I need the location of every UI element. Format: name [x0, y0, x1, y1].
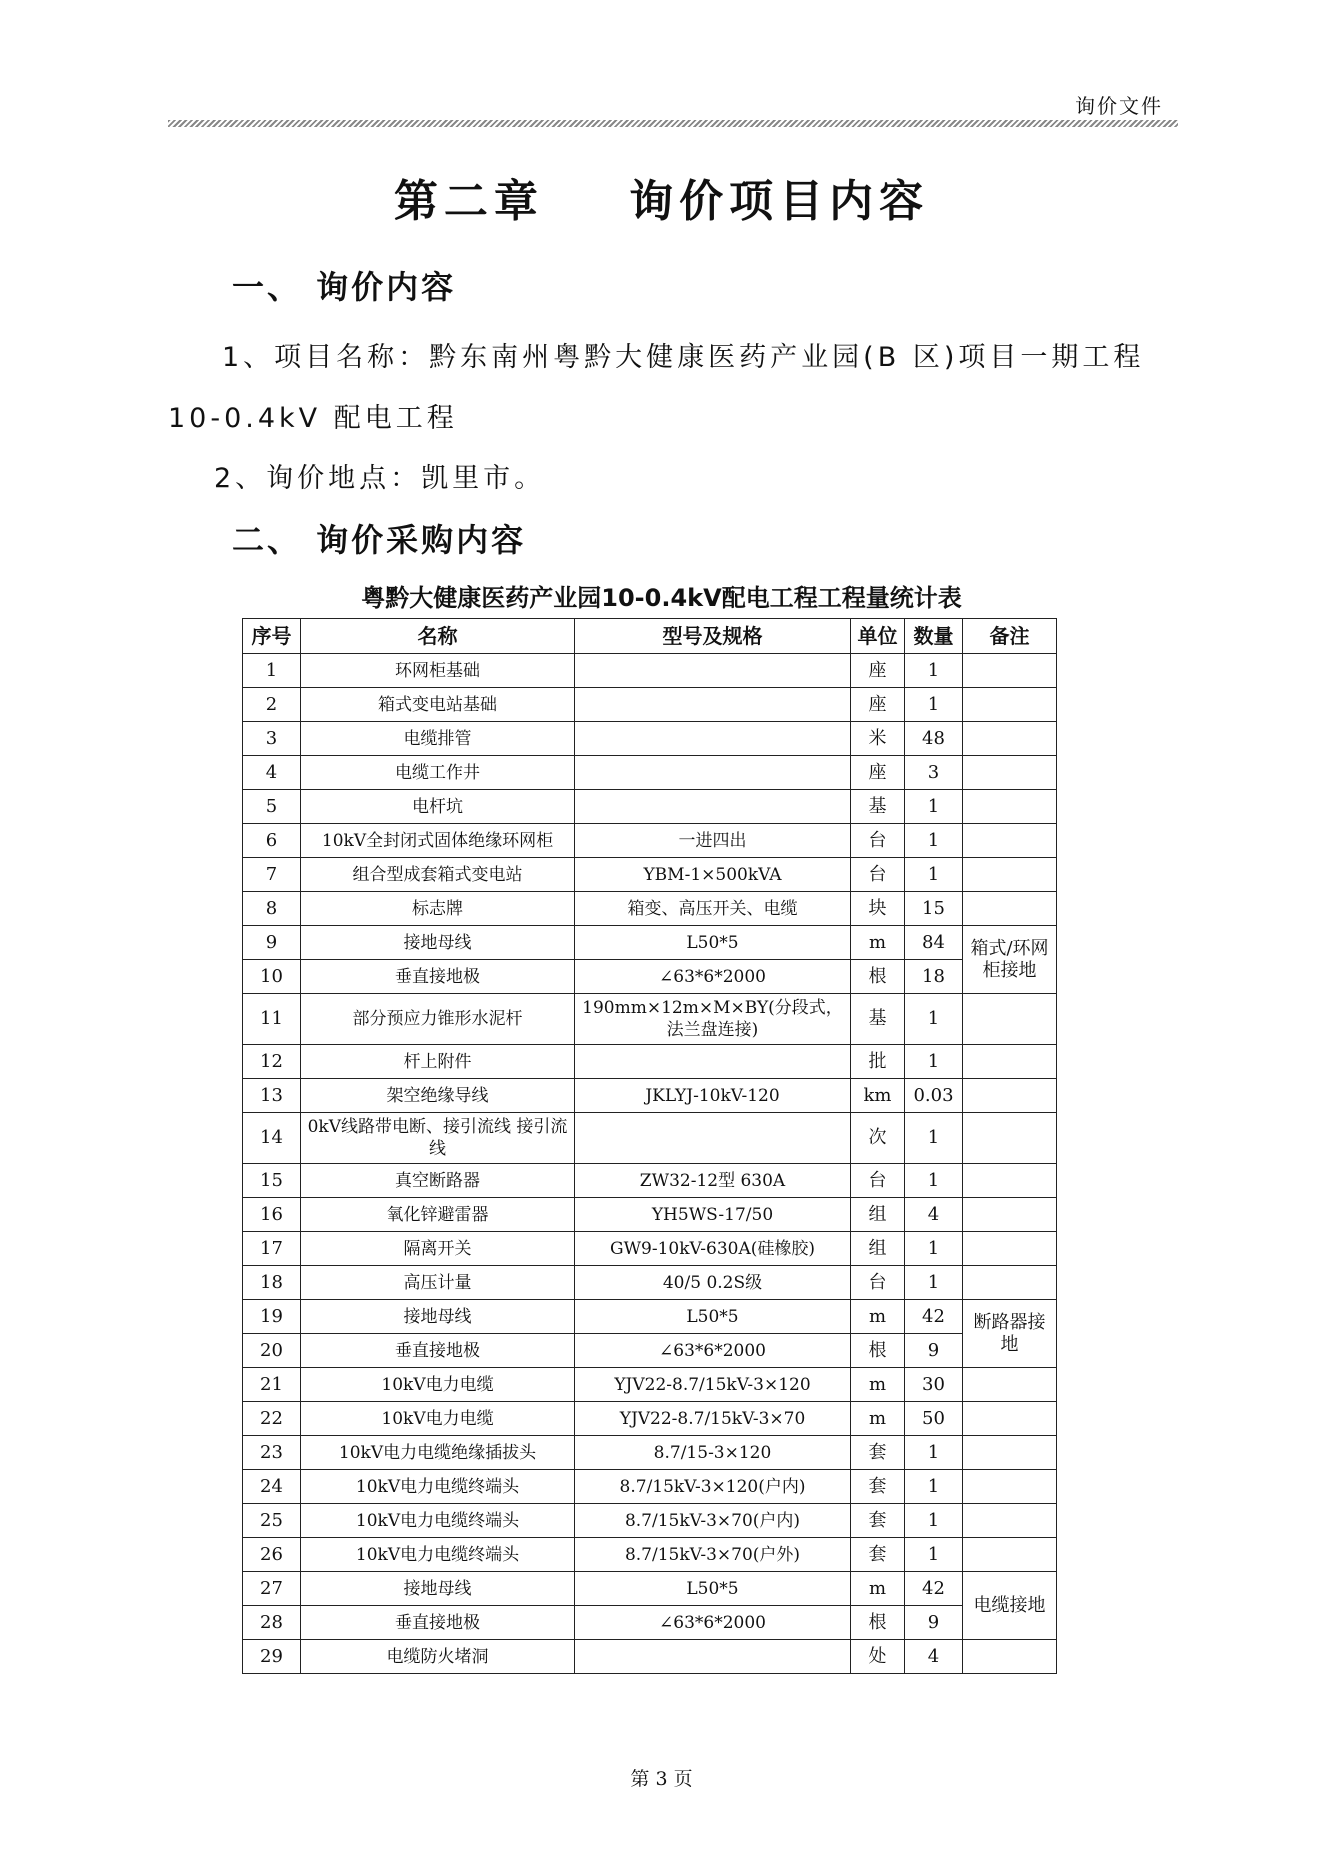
item-quantity: 1 — [905, 824, 963, 858]
header-spec: 型号及规格 — [575, 619, 851, 654]
item-name: 10kV全封闭式固体绝缘环网柜 — [301, 824, 575, 858]
table-row — [243, 756, 1057, 790]
item-remark — [963, 1402, 1057, 1436]
item-remark — [963, 858, 1057, 892]
item-unit: m — [851, 1368, 905, 1402]
item-quantity: 1 — [905, 1113, 963, 1164]
item-remark — [963, 1164, 1057, 1198]
item-spec — [575, 688, 851, 722]
item-spec: 8.7/15kV-3×70(户外) — [575, 1538, 851, 1572]
item-spec — [575, 790, 851, 824]
row-index: 26 — [243, 1538, 301, 1572]
item-unit: m — [851, 926, 905, 960]
table-body — [243, 654, 1057, 1674]
item-name: 10kV电力电缆终端头 — [301, 1538, 575, 1572]
item-quantity: 48 — [905, 722, 963, 756]
item-unit: 台 — [851, 858, 905, 892]
item-unit: 套 — [851, 1470, 905, 1504]
item-name: 垂直接地极 — [301, 960, 575, 994]
item-name: 真空断路器 — [301, 1164, 575, 1198]
item-unit: 座 — [851, 654, 905, 688]
row-index: 2 — [243, 688, 301, 722]
item-remark — [963, 1045, 1057, 1079]
item-spec — [575, 1113, 851, 1164]
row-index: 13 — [243, 1079, 301, 1113]
item-name: 10kV电力电缆终端头 — [301, 1470, 575, 1504]
item-quantity: 18 — [905, 960, 963, 994]
item-name: 接地母线 — [301, 926, 575, 960]
row-index: 4 — [243, 756, 301, 790]
item-spec: 40/5 0.2S级 — [575, 1266, 851, 1300]
table-row — [243, 994, 1057, 1045]
item-spec — [575, 1640, 851, 1674]
item-spec: L50*5 — [575, 1300, 851, 1334]
item-spec: YBM-1×500kVA — [575, 858, 851, 892]
item-unit: 台 — [851, 824, 905, 858]
item-name: 高压计量 — [301, 1266, 575, 1300]
row-index: 11 — [243, 994, 301, 1045]
table-row — [243, 1368, 1057, 1402]
row-index: 28 — [243, 1606, 301, 1640]
item-spec: ∠63*6*2000 — [575, 1606, 851, 1640]
item-remark — [963, 1232, 1057, 1266]
item-remark — [963, 756, 1057, 790]
item-unit: 基 — [851, 790, 905, 824]
row-index: 15 — [243, 1164, 301, 1198]
item-quantity: 1 — [905, 1266, 963, 1300]
item-spec — [575, 756, 851, 790]
row-index: 23 — [243, 1436, 301, 1470]
table-row — [243, 1198, 1057, 1232]
item-quantity: 3 — [905, 756, 963, 790]
item-spec: 8.7/15-3×120 — [575, 1436, 851, 1470]
item-quantity: 1 — [905, 654, 963, 688]
item-name: 组合型成套箱式变电站 — [301, 858, 575, 892]
item-quantity: 0.03 — [905, 1079, 963, 1113]
table-row — [243, 858, 1057, 892]
item-spec: ∠63*6*2000 — [575, 960, 851, 994]
item-quantity: 1 — [905, 1045, 963, 1079]
item-remark — [963, 1436, 1057, 1470]
table-row — [243, 1079, 1057, 1113]
table-header-row — [243, 619, 1057, 654]
item-name: 接地母线 — [301, 1300, 575, 1334]
item-quantity: 15 — [905, 892, 963, 926]
table-row — [243, 892, 1057, 926]
row-index: 29 — [243, 1640, 301, 1674]
item-remark — [963, 1198, 1057, 1232]
item-unit: 处 — [851, 1640, 905, 1674]
header-unit: 单位 — [851, 619, 905, 654]
item-unit: m — [851, 1300, 905, 1334]
table-row — [243, 1113, 1057, 1164]
header-name: 名称 — [301, 619, 575, 654]
row-index: 14 — [243, 1113, 301, 1164]
item-name: 氧化锌避雷器 — [301, 1198, 575, 1232]
item-remark — [963, 892, 1057, 926]
item-quantity: 42 — [905, 1572, 963, 1606]
item-spec: YJV22-8.7/15kV-3×120 — [575, 1368, 851, 1402]
table-row — [243, 1232, 1057, 1266]
row-index: 22 — [243, 1402, 301, 1436]
table-row — [243, 1640, 1057, 1674]
section-heading-procurement-content: 二、 询价采购内容 — [232, 521, 527, 559]
row-index: 19 — [243, 1300, 301, 1334]
item-remark — [963, 722, 1057, 756]
item-remark — [963, 994, 1057, 1045]
item-unit: 块 — [851, 892, 905, 926]
item-spec: ZW32-12型 630A — [575, 1164, 851, 1198]
table-row — [243, 1606, 1057, 1640]
item-unit: 根 — [851, 960, 905, 994]
table-row — [243, 1470, 1057, 1504]
item-remark — [963, 654, 1057, 688]
table-row — [243, 1504, 1057, 1538]
item-name: 10kV电力电缆终端头 — [301, 1504, 575, 1538]
item-remark — [963, 824, 1057, 858]
item-spec — [575, 1045, 851, 1079]
item-name: 垂直接地极 — [301, 1334, 575, 1368]
table-row — [243, 1045, 1057, 1079]
quantity-table — [242, 618, 1057, 1674]
item-name: 环网柜基础 — [301, 654, 575, 688]
item-spec: 8.7/15kV-3×70(户内) — [575, 1504, 851, 1538]
quantity-table-container — [242, 618, 1056, 1674]
table-row — [243, 688, 1057, 722]
row-index: 9 — [243, 926, 301, 960]
item-remark — [963, 1113, 1057, 1164]
row-index: 1 — [243, 654, 301, 688]
item-quantity: 1 — [905, 1232, 963, 1266]
table-row — [243, 722, 1057, 756]
item-unit: 基 — [851, 994, 905, 1045]
item-remark — [963, 1538, 1057, 1572]
item-unit: 组 — [851, 1232, 905, 1266]
item-unit: 组 — [851, 1198, 905, 1232]
project-name-line: 1、项目名称：黔东南州粤黔大健康医药产业园(B 区)项目一期工程 — [222, 342, 1145, 373]
table-row — [243, 654, 1057, 688]
item-quantity: 9 — [905, 1606, 963, 1640]
item-quantity: 42 — [905, 1300, 963, 1334]
item-unit: 台 — [851, 1266, 905, 1300]
item-name: 接地母线 — [301, 1572, 575, 1606]
table-row — [243, 1402, 1057, 1436]
item-quantity: 30 — [905, 1368, 963, 1402]
item-unit: 台 — [851, 1164, 905, 1198]
item-name: 垂直接地极 — [301, 1606, 575, 1640]
item-unit: 根 — [851, 1606, 905, 1640]
row-index: 18 — [243, 1266, 301, 1300]
row-index: 16 — [243, 1198, 301, 1232]
item-unit: 座 — [851, 756, 905, 790]
row-index: 20 — [243, 1334, 301, 1368]
item-quantity: 50 — [905, 1402, 963, 1436]
item-name: 10kV电力电缆 — [301, 1402, 575, 1436]
item-spec: ∠63*6*2000 — [575, 1334, 851, 1368]
document-header-label: 询价文件 — [1075, 94, 1163, 118]
table-row — [243, 960, 1057, 994]
item-name: 10kV电力电缆绝缘插拔头 — [301, 1436, 575, 1470]
project-name-continued: 10-0.4kV 配电工程 — [168, 403, 458, 434]
table-row — [243, 1334, 1057, 1368]
item-quantity: 1 — [905, 1164, 963, 1198]
row-index: 10 — [243, 960, 301, 994]
item-unit: 根 — [851, 1334, 905, 1368]
item-unit: m — [851, 1572, 905, 1606]
item-spec: 一进四出 — [575, 824, 851, 858]
row-index: 8 — [243, 892, 301, 926]
item-unit: 次 — [851, 1113, 905, 1164]
table-row — [243, 1164, 1057, 1198]
row-index: 17 — [243, 1232, 301, 1266]
item-quantity: 1 — [905, 688, 963, 722]
item-quantity: 1 — [905, 1470, 963, 1504]
item-remark — [963, 1470, 1057, 1504]
item-quantity: 84 — [905, 926, 963, 960]
item-unit: m — [851, 1402, 905, 1436]
table-row — [243, 1266, 1057, 1300]
item-spec: L50*5 — [575, 1572, 851, 1606]
item-remark — [963, 688, 1057, 722]
item-quantity: 1 — [905, 790, 963, 824]
row-index: 3 — [243, 722, 301, 756]
item-name: 电缆工作井 — [301, 756, 575, 790]
item-unit: 套 — [851, 1436, 905, 1470]
row-index: 27 — [243, 1572, 301, 1606]
row-index: 21 — [243, 1368, 301, 1402]
item-quantity: 1 — [905, 1538, 963, 1572]
item-unit: 米 — [851, 722, 905, 756]
item-remark — [963, 1640, 1057, 1674]
item-spec: 8.7/15kV-3×120(户内) — [575, 1470, 851, 1504]
item-quantity: 4 — [905, 1198, 963, 1232]
item-remark: 断路器接地 — [963, 1300, 1057, 1368]
header-remarks: 备注 — [963, 619, 1057, 654]
item-unit: 座 — [851, 688, 905, 722]
item-unit: 批 — [851, 1045, 905, 1079]
section-heading-inquiry-content: 一、 询价内容 — [232, 268, 457, 306]
item-name: 杆上附件 — [301, 1045, 575, 1079]
item-spec: GW9-10kV-630A(硅橡胶) — [575, 1232, 851, 1266]
item-spec — [575, 722, 851, 756]
row-index: 24 — [243, 1470, 301, 1504]
table-row — [243, 1300, 1057, 1334]
item-unit: km — [851, 1079, 905, 1113]
row-index: 25 — [243, 1504, 301, 1538]
item-quantity: 4 — [905, 1640, 963, 1674]
item-name: 0kV线路带电断、接引流线 接引流线 — [301, 1113, 575, 1164]
row-index: 12 — [243, 1045, 301, 1079]
item-remark — [963, 1504, 1057, 1538]
item-name: 隔离开关 — [301, 1232, 575, 1266]
item-remark: 电缆接地 — [963, 1572, 1057, 1640]
item-quantity: 1 — [905, 1504, 963, 1538]
row-index: 6 — [243, 824, 301, 858]
row-index: 5 — [243, 790, 301, 824]
item-remark — [963, 1266, 1057, 1300]
item-quantity: 1 — [905, 1436, 963, 1470]
item-name: 箱式变电站基础 — [301, 688, 575, 722]
item-name: 电缆防火堵洞 — [301, 1640, 575, 1674]
item-name: 部分预应力锥形水泥杆 — [301, 994, 575, 1045]
header-index: 序号 — [243, 619, 301, 654]
item-spec: 箱变、高压开关、电缆 — [575, 892, 851, 926]
table-row — [243, 1436, 1057, 1470]
item-name: 架空绝缘导线 — [301, 1079, 575, 1113]
table-row — [243, 926, 1057, 960]
item-spec: JKLYJ-10kV-120 — [575, 1079, 851, 1113]
header-quantity: 数量 — [905, 619, 963, 654]
item-spec: 190mm×12m×M×BY(分段式，法兰盘连接) — [575, 994, 851, 1045]
item-name: 10kV电力电缆 — [301, 1368, 575, 1402]
chapter-title: 第二章 询价项目内容 — [393, 176, 930, 227]
item-spec: L50*5 — [575, 926, 851, 960]
item-remark — [963, 1079, 1057, 1113]
item-name: 标志牌 — [301, 892, 575, 926]
item-remark — [963, 790, 1057, 824]
table-row — [243, 1538, 1057, 1572]
page-number: 第 3 页 — [630, 1768, 693, 1790]
item-spec — [575, 654, 851, 688]
item-remark: 箱式/环网柜接地 — [963, 926, 1057, 994]
item-name: 电缆排管 — [301, 722, 575, 756]
table-row — [243, 1572, 1057, 1606]
item-unit: 套 — [851, 1504, 905, 1538]
table-caption: 粤黔大健康医药产业园10-0.4kV配电工程工程量统计表 — [361, 584, 962, 612]
row-index: 7 — [243, 858, 301, 892]
item-name: 电杆坑 — [301, 790, 575, 824]
item-spec: YJV22-8.7/15kV-3×70 — [575, 1402, 851, 1436]
inquiry-location: 2、询价地点：凯里市。 — [214, 463, 546, 494]
table-row — [243, 790, 1057, 824]
item-unit: 套 — [851, 1538, 905, 1572]
item-quantity: 1 — [905, 858, 963, 892]
item-quantity: 9 — [905, 1334, 963, 1368]
item-spec: YH5WS-17/50 — [575, 1198, 851, 1232]
header-divider — [168, 120, 1178, 127]
item-quantity: 1 — [905, 994, 963, 1045]
table-row — [243, 824, 1057, 858]
item-remark — [963, 1368, 1057, 1402]
